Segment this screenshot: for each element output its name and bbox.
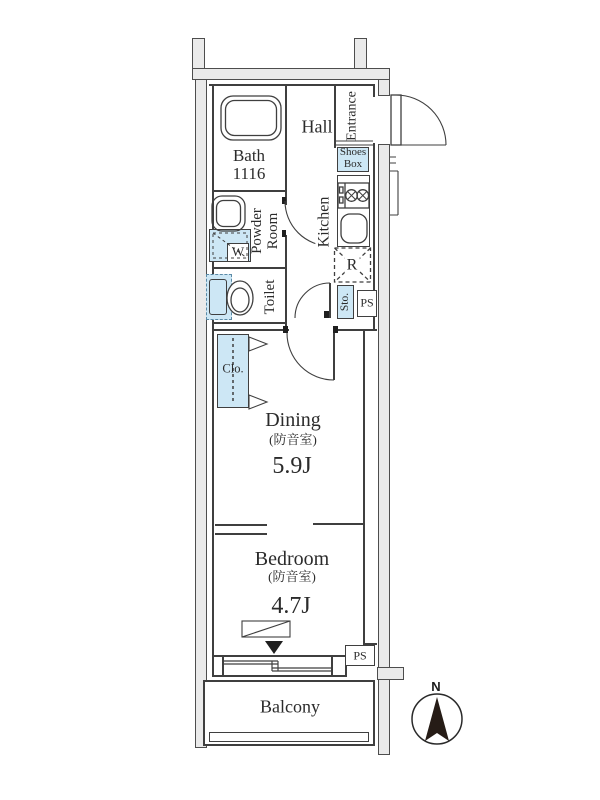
- storage-door-arc: [295, 283, 330, 318]
- toilet-label: Toilet: [261, 279, 278, 315]
- stove-knob-2: [340, 197, 344, 203]
- shoes-box-label: [340, 147, 366, 171]
- compass-needle-icon: [425, 697, 449, 741]
- entrance-door-leaf: [391, 95, 401, 145]
- stove-knob-1: [340, 187, 344, 193]
- powder-room-label: [249, 208, 281, 254]
- balcony-access-triangle: [265, 641, 283, 654]
- bedroom-counter-diagonal: [242, 621, 290, 637]
- shoes-box-line1: Shoes: [339, 146, 367, 159]
- bath-label: Bath: [232, 145, 266, 165]
- washer-label: W: [231, 243, 245, 259]
- closet-pivot-door-top: [249, 337, 267, 351]
- balcony-label: Balcony: [260, 696, 320, 717]
- bathtub-icon: [221, 96, 281, 140]
- dining-label: Dining: [265, 409, 321, 432]
- kitchen-sink-icon: [341, 214, 367, 243]
- bedroom-note-label: (防音室): [268, 568, 316, 584]
- hall-label: Hall: [301, 116, 333, 137]
- dining-note-label: (防音室): [269, 431, 317, 447]
- storage-label: Sto.: [338, 292, 351, 312]
- pipe-space-bottom-label: PS: [353, 648, 367, 663]
- dining-size-label: 5.9J: [272, 453, 312, 480]
- powder-room-line1: Powder: [248, 208, 265, 254]
- bath-size-label: 1116: [232, 163, 266, 183]
- refrigerator-label: R: [346, 256, 358, 274]
- meter-alcove: [390, 157, 398, 215]
- shoes-box-line2: Box: [343, 158, 363, 170]
- entrance-door-arc: [396, 95, 446, 145]
- closet-label: Clo.: [222, 361, 244, 376]
- burner-left-cross: [348, 192, 356, 200]
- balcony-window: [222, 661, 331, 671]
- bathtub-inner: [226, 101, 277, 136]
- dining-door-arc: [287, 333, 334, 380]
- pipe-space-top-label: PS: [360, 295, 374, 310]
- entrance-label: Entrance: [344, 91, 360, 141]
- closet-pivot-door-bottom: [249, 395, 267, 409]
- compass-north-label: N: [431, 678, 441, 694]
- bedroom-label: Bedroom: [254, 548, 330, 571]
- burner-right-cross: [359, 192, 367, 200]
- bedroom-size-label: 4.7J: [271, 593, 311, 620]
- kitchen-label: Kitchen: [315, 196, 333, 248]
- powder-room-line2: Room: [265, 212, 281, 250]
- powder-sink-inner: [217, 201, 241, 227]
